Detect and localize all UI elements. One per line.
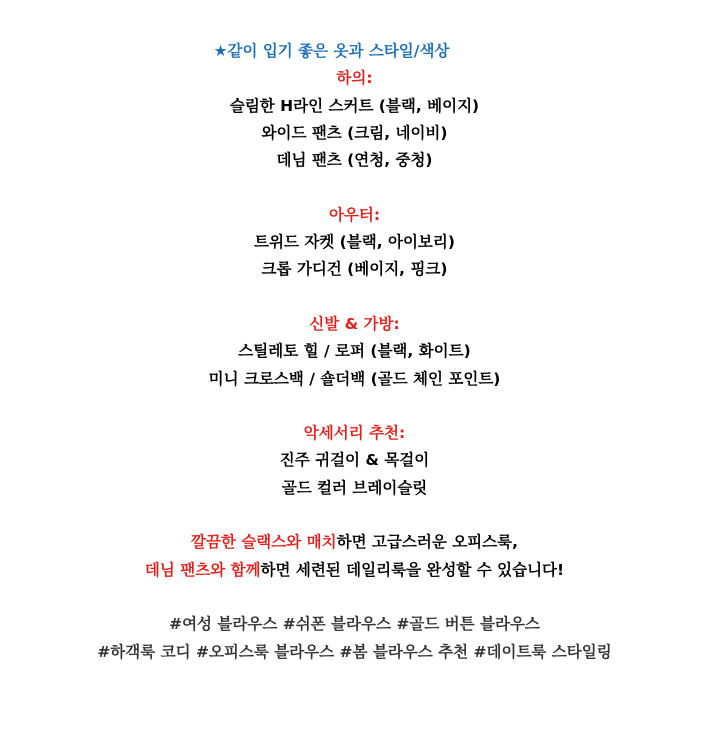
highlight-connector: 와 xyxy=(286,533,307,552)
highlight-match: 매치 xyxy=(306,533,337,552)
spacer xyxy=(0,393,709,420)
list-item: 스틸레토 힐 / 로퍼 (블랙, 화이트) xyxy=(238,342,471,361)
spacer xyxy=(0,174,709,201)
list-item: 크롭 가디건 (베이지, 핑크) xyxy=(261,260,448,279)
list-item: 트위드 자켓 (블랙, 아이보리) xyxy=(254,233,455,252)
list-item: 진주 귀걸이 & 목걸이 xyxy=(279,451,430,470)
closing-text: 하면 세련된 데일리룩을 완성할 수 있습니다! xyxy=(260,560,565,579)
list-item: 와이드 팬츠 (크림, 네이비) xyxy=(261,123,448,142)
closing-line-daily xyxy=(0,557,709,584)
section-heading-shoes-bags: 신발 & 가방: xyxy=(309,314,400,333)
spacer xyxy=(0,284,709,311)
list-item: 슬림한 H라인 스커트 (블랙, 베이지) xyxy=(229,96,480,115)
spacer xyxy=(0,502,709,529)
section-heading-accessories: 악세서리 추천: xyxy=(303,424,406,443)
spacer xyxy=(0,584,709,611)
highlight-slacks: 깔끔한 슬랙스 xyxy=(191,533,287,552)
list-item: 골드 컬러 브레이슬릿 xyxy=(281,478,428,497)
list-item: 미니 크로스백 / 숄더백 (골드 체인 포인트) xyxy=(208,369,501,388)
section-heading-outer: 아우터: xyxy=(328,205,381,224)
highlight-connector: 와 xyxy=(210,560,231,579)
list-item: 데님 팬츠 (연청, 중청) xyxy=(276,151,433,170)
section-title: ★같이 입기 좋은 옷과 스타일/색상 xyxy=(213,42,450,60)
closing-text: 하면 고급스러운 오피스룩, xyxy=(336,533,518,552)
highlight-denim: 데님 팬츠 xyxy=(144,560,211,579)
section-heading-bottoms: 하의: xyxy=(336,69,373,88)
hashtags-line-1: #여성 블라우스 #쉬폰 블라우스 #골드 버튼 블라우스 xyxy=(169,615,540,634)
hashtags-line-2: #하객룩 코디 #오피스룩 블라우스 #봄 블라우스 추천 #데이트룩 스타일링 xyxy=(97,642,612,661)
highlight-together: 함께 xyxy=(230,560,261,579)
closing-line-office xyxy=(0,529,709,556)
